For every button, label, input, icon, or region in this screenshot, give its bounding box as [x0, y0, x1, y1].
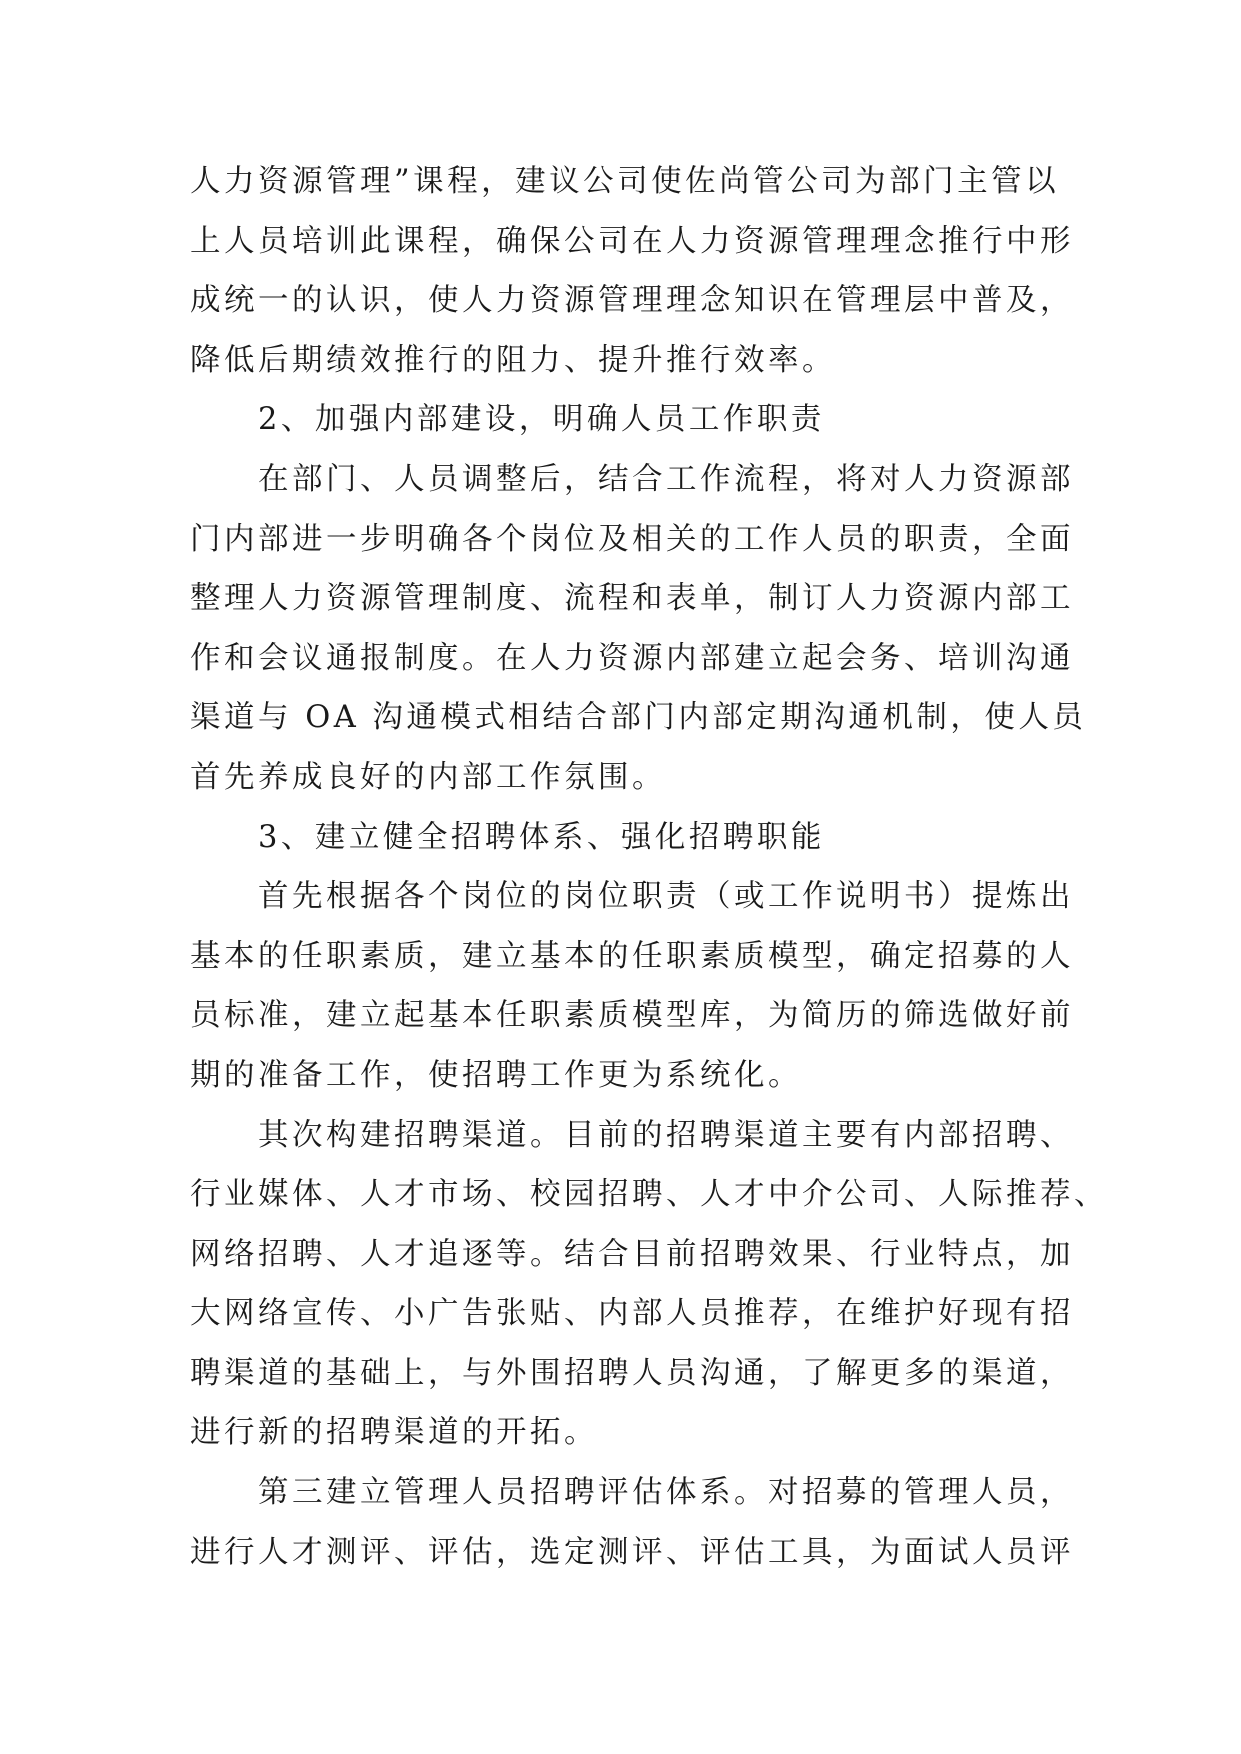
text-line: 行业媒体、人才市场、校园招聘、人才中介公司、人际推荐、 — [190, 1177, 1108, 1213]
text-line: 上人员培训此课程，确保公司在人力资源管理理念推行中形 — [190, 223, 1074, 259]
text-line: 2、加强内部建设，明确人员工作职责 — [258, 402, 825, 438]
text-line: 首先养成良好的内部工作氛围。 — [190, 759, 666, 795]
text-line: 首先根据各个岗位的岗位职责（或工作说明书）提炼出 — [258, 879, 1074, 915]
text-line: 降低后期绩效推行的阻力、提升推行效率。 — [190, 342, 836, 378]
text-line: 基本的任职素质，建立基本的任职素质模型，确定招募的人 — [190, 938, 1074, 974]
text-line: 整理人力资源管理制度、流程和表单，制订人力资源内部工 — [190, 581, 1074, 617]
text-line: 大网络宣传、小广告张贴、内部人员推荐，在维护好现有招 — [190, 1296, 1074, 1332]
text-line: 网络招聘、人才追逐等。结合目前招聘效果、行业特点，加 — [190, 1236, 1074, 1272]
text-line: 进行新的招聘渠道的开拓。 — [190, 1415, 598, 1451]
text-line: 进行人才测评、评估，选定测评、评估工具，为面试人员评 — [190, 1534, 1074, 1570]
text-line: 3、建立健全招聘体系、强化招聘职能 — [258, 819, 825, 855]
text-line: 作和会议通报制度。在人力资源内部建立起会务、培训沟通 — [190, 640, 1074, 676]
text-line: 第三建立管理人员招聘评估体系。对招募的管理人员， — [258, 1475, 1074, 1511]
text-line: 其次构建招聘渠道。目前的招聘渠道主要有内部招聘、 — [258, 1117, 1074, 1153]
text-line: 期的准备工作，使招聘工作更为系统化。 — [190, 1057, 802, 1093]
text-line: 门内部进一步明确各个岗位及相关的工作人员的职责，全面 — [190, 521, 1074, 557]
text-line: 聘渠道的基础上，与外围招聘人员沟通，了解更多的渠道， — [190, 1355, 1074, 1391]
text-line: 员标准，建立起基本任职素质模型库，为简历的筛选做好前 — [190, 998, 1074, 1034]
text-line: 人力资源管理”课程，建议公司使佐尚管公司为部门主管以 — [190, 164, 1060, 199]
document-body — [190, 152, 1108, 1582]
text-line: 在部门、人员调整后，结合工作流程，将对人力资源部 — [258, 461, 1074, 497]
text-line: 成统一的认识，使人力资源管理理念知识在管理层中普及， — [190, 283, 1074, 319]
text-line: 渠道与 OA 沟通模式相结合部门内部定期沟通机制，使人员 — [190, 700, 1087, 736]
